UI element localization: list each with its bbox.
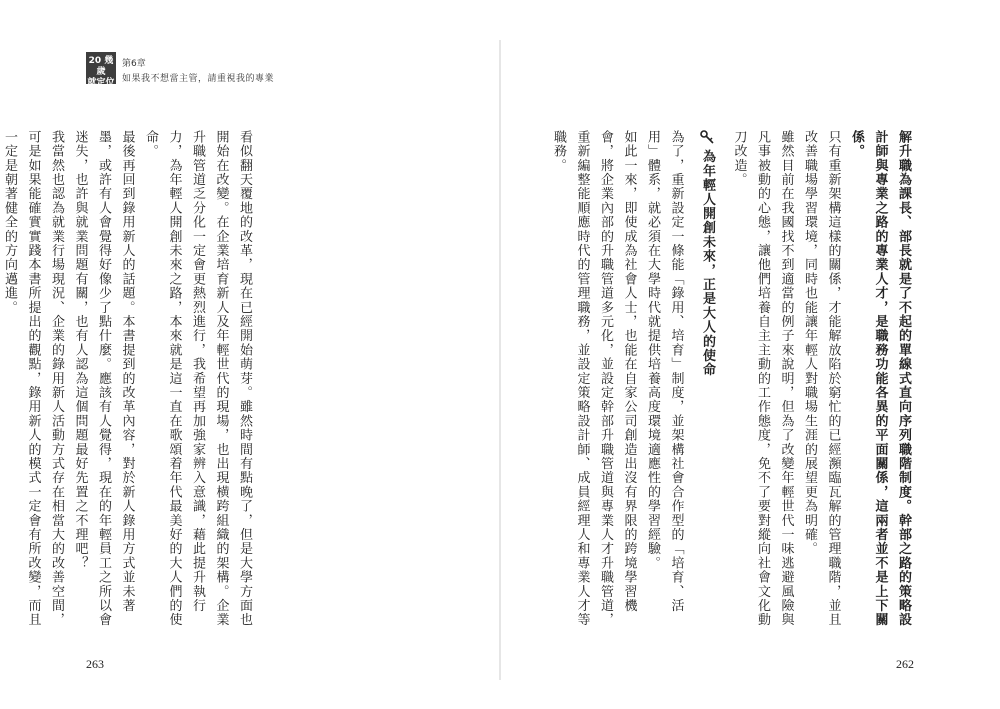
left-page-number: 263 [86, 657, 104, 671]
chapter-subtitle: 如果我不想當主管，請重視我的專業 [122, 74, 275, 84]
right-page-number: 262 [896, 657, 914, 671]
badge-line-2: 就定位 [87, 78, 115, 88]
chapter-label: 第6章 [122, 59, 146, 69]
left-paragraph-3: 我當然也認為就業行場現況、企業的錄用新人活動方式存在相當大的改善空間，可是如果能確實實踐本書所提出的觀點，錄用新人的模式一定會有所改變，而且一定是朝著健全的方向邁進。 [2, 130, 64, 627]
right-page-text [551, 130, 915, 630]
right-paragraph-4: 為了，重新設定一條能「錄用、培育」制度，並架構社會合作型的「培育、活用」體系，就必須在大學時代就提供培養高度環境適應性的學習經驗。 [645, 130, 684, 613]
left-paragraph-2: 最後再回到錄用新人的話題。本書提到的改革內容，對於新人錄用方式並未著墨，或許有人會覺得好像少了點什麼。應該有人覺得，現在的年輕員工之所以會迷失，也許與就業問題有關，也有人認為這個問題最好先置之不理吧？ [72, 130, 135, 627]
book-gutter [499, 40, 501, 680]
left-page-text [2, 130, 256, 630]
section-heading [696, 130, 720, 630]
right-paragraph-2: 只有重新架構這樣的關係，才能解放陷於窮忙的已經瀕臨瓦解的管理職階，並且改善職場學習環境，同時也能讓年輕人對職場生涯的展望更為明確。 [802, 130, 841, 627]
section-heading-text: 為年輕人開創未來，正是大人的使命 [700, 149, 715, 377]
left-paragraph-1: 看似翻天覆地的改革，現在已經開始萌芽。雖然時間有點晚了，但是大學方面也開始在改變。在企業培育新人及年輕世代的現場，也出現横跨組織的架構。企業升職管道乏分化一定會更熱烈進行，我希望再加強家辨入意識，藉此提升執行力，為年輕人開創未來之路，本來就是這一直在歌頌着年代最美好的大人們的使命。 [143, 130, 252, 627]
badge-line-1: 20 幾歲 [88, 56, 114, 77]
book-title-badge [86, 52, 116, 88]
right-paragraph-1: 解升職為課長、部長就是了不起的單線式直向序列職階制度。幹部之路的策略設計師與專業之路的專業人才，是職務功能各異的平面關係，這兩者並不是上下關係。 [849, 130, 911, 627]
right-paragraph-5: 如此一來，即使成為社會人士，也能在自家公司創造出沒有界限的跨境學習機會，將企業內部的升職管道多元化，並設定幹部升職管道與專業人才升職管道，重新編整能順應時代的管理職務，並設定策略設計師、成員經理人和專業人才等職務。 [551, 130, 637, 627]
right-paragraph-3: 雖然目前在我國找不到適當的例子來說明，但為了改變年輕世代一味逃避風險與凡事被動的心態，讓他們培養自主主動的工作態度，免不了要對縱向社會文化動刀改造。 [731, 130, 794, 627]
key-icon [696, 130, 720, 144]
